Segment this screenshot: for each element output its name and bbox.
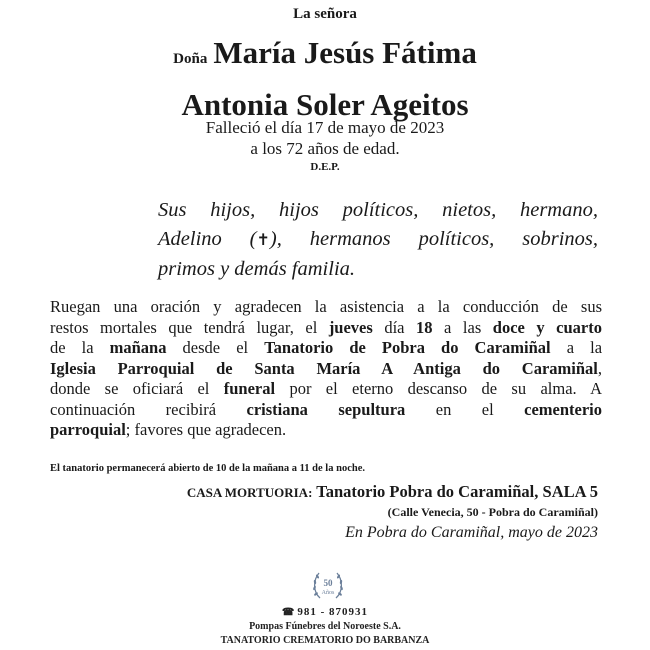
announcement-text-part: de la bbox=[50, 338, 110, 357]
footer bbox=[0, 605, 650, 648]
family-list bbox=[158, 196, 598, 284]
announcement-text-part: , bbox=[597, 358, 602, 378]
cross-icon: ✝ bbox=[256, 232, 270, 249]
announcement-text bbox=[50, 297, 602, 441]
announcement-bold-part: Iglesia Parroquial de Santa María A Antiga do Caramiñal bbox=[50, 358, 598, 378]
logo-word: Años bbox=[321, 590, 335, 596]
footer-phone bbox=[0, 605, 650, 620]
announcement-text-part: a la bbox=[550, 338, 603, 357]
announcement-line-1: Ruegan una oración y agradecen la asistencia a la conducción de sus bbox=[50, 297, 602, 316]
name-line-1 bbox=[0, 30, 650, 82]
death-info bbox=[0, 117, 650, 175]
logo-number: 50 bbox=[323, 578, 333, 588]
announcement-bold-part: 18 bbox=[416, 317, 433, 337]
announcement-bold-part: parroquial bbox=[50, 420, 126, 439]
phone-number: 981 - 870931 bbox=[297, 606, 369, 618]
announcement-text-part: a las bbox=[432, 317, 493, 337]
telephone-icon: ☎ bbox=[281, 607, 296, 618]
death-date: Falleció el día 17 de mayo de 2023 bbox=[205, 118, 445, 137]
announcement-bold-part: Tanatorio de Pobra do Caramiñal bbox=[264, 338, 551, 357]
announcement-text-part: desde el bbox=[166, 338, 265, 357]
announcement-line-7 bbox=[50, 420, 602, 441]
announcement-line-6 bbox=[50, 400, 602, 421]
announcement-line-4 bbox=[50, 359, 602, 380]
announcement-bold-part: mañana bbox=[109, 338, 167, 357]
place-date: En Pobra do Caramiñal, mayo de 2023 bbox=[345, 524, 598, 541]
company-name: Pompas Fúnebres del Noroeste S.A. bbox=[249, 621, 401, 632]
announcement-line-3 bbox=[50, 338, 602, 359]
family-line-1: Sus hijos, hijos políticos, nietos, hermano, bbox=[158, 199, 598, 221]
announcement-text-part: donde se oficiará el bbox=[50, 379, 224, 398]
tanatorio-hours-note: El tanatorio permanecerá abierto de 10 de la mañana a 11 de la noche. bbox=[50, 463, 365, 474]
announcement-line-2 bbox=[50, 318, 602, 339]
casa-value: Tanatorio Pobra do Caramiñal, SALA 5 bbox=[316, 482, 598, 501]
crematorio-name: TANATORIO CREMATORIO DO BARBANZA bbox=[220, 635, 430, 646]
family-line-2 bbox=[158, 225, 598, 255]
rip-text: D.E.P. bbox=[310, 161, 340, 173]
address: (Calle Venecia, 50 - Pobra do Caramiñal) bbox=[387, 505, 598, 519]
family-line-2a: Adelino ( bbox=[158, 228, 257, 250]
announcement-line-5 bbox=[50, 379, 602, 400]
title-prefix: Doña bbox=[173, 51, 208, 67]
announcement-text-part: ; favores que agradecen. bbox=[125, 420, 287, 439]
announcement-text-part: día bbox=[372, 317, 417, 337]
family-line-3: primos y demás familia. bbox=[158, 258, 356, 280]
announcement-bold-part: cristiana sepultura bbox=[246, 399, 406, 419]
announcement-text-part: continuación recibirá bbox=[50, 399, 247, 419]
casa-label: CASA MORTUORIA: bbox=[186, 485, 313, 500]
death-age: a los 72 años de edad. bbox=[250, 139, 400, 158]
deceased-name bbox=[0, 30, 650, 128]
announcement-bold-part: cementerio bbox=[524, 399, 602, 419]
casa-mortuoria bbox=[0, 482, 598, 502]
name-line-2: Antonia Soler Ageitos bbox=[181, 87, 469, 122]
honorific: La señora bbox=[293, 6, 357, 22]
laurel-wreath-icon bbox=[308, 568, 348, 604]
announcement-bold-part: jueves bbox=[328, 317, 373, 337]
announcement-text-part: por el eterno descanso de su alma. A bbox=[275, 379, 602, 398]
name-first: María Jesús Fátima bbox=[213, 35, 477, 70]
announcement-text-part: en el bbox=[405, 399, 525, 419]
family-line-2b: ), hermanos políticos, sobrinos, bbox=[269, 228, 598, 250]
announcement-bold-part: doce y cuarto bbox=[492, 317, 602, 337]
announcement-text-part: restos mortales que tendrá lugar, el bbox=[50, 317, 329, 337]
announcement-bold-part: funeral bbox=[223, 379, 276, 398]
